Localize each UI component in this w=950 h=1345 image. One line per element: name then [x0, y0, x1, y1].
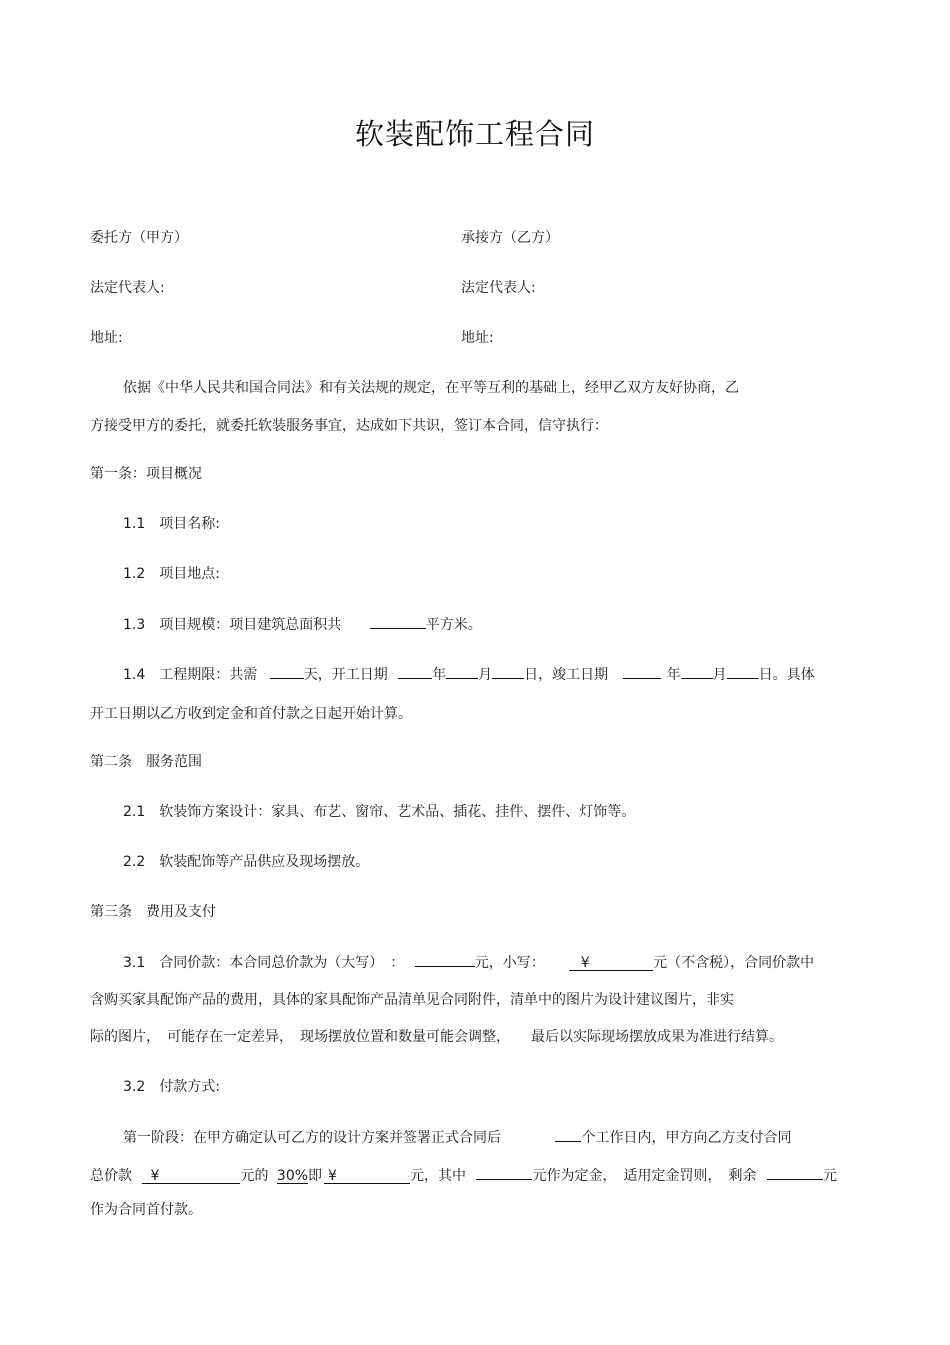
clause-3-1-text-3: 元（不含税），合同价款中 — [653, 955, 815, 971]
first-payment-blank[interactable] — [324, 1168, 410, 1184]
clause-1-3 — [123, 613, 482, 634]
client-label: 委托方（甲方） — [90, 230, 188, 246]
yen-symbol-1: ¥ — [150, 1168, 160, 1184]
total-price-blank[interactable] — [142, 1168, 240, 1184]
clause-1-4-text-3: 年 — [432, 667, 447, 683]
clause-1-4-text-4: 月 — [478, 667, 493, 683]
yen-symbol-2: ¥ — [328, 1168, 337, 1184]
preamble-line-2: 方接受甲方的委托，就委托软装服务事宜，达成如下共识，签订本合同，信守执行： — [90, 418, 608, 434]
stage-1-text-6: 元，其中 — [410, 1168, 467, 1184]
clause-3-2: 3.2 付款方式: — [123, 1079, 220, 1095]
clause-2-1: 2.1 软装饰方案设计：家具、布艺、窗帘、艺术品、插花、挂件、摆件、灯饰等。 — [123, 804, 636, 820]
amount-words-blank[interactable] — [415, 951, 475, 967]
end-day-blank[interactable] — [727, 663, 759, 679]
clause-1-4-text-1: 1.4 工程期限：共需 — [123, 667, 258, 683]
percent-value: 30% — [276, 1168, 309, 1184]
clause-3-1-text-2: 元，小写： — [474, 955, 545, 971]
clause-1-2: 1.2 项目地点: — [123, 566, 220, 582]
clause-3-1 — [123, 951, 814, 972]
article-3-heading: 第三条 费用及支付 — [90, 904, 216, 920]
clause-1-3-unit: 平方米。 — [425, 617, 482, 633]
start-month-blank[interactable] — [446, 663, 478, 679]
clause-1-4-text-5: 日，竣工日期 — [524, 667, 609, 683]
clause-3-1-line-2: 含购买家具配饰产品的费用，具体的家具配饰产品清单见合同附件，清单中的图片为设计建议图片，非实 — [90, 992, 734, 1008]
addr-b-label: 地址: — [461, 330, 494, 346]
stage-1-line-3: 作为合同首付款。 — [90, 1202, 202, 1218]
remaining-blank[interactable] — [767, 1164, 823, 1180]
deposit-blank[interactable] — [476, 1164, 532, 1180]
yen-symbol: ¥ — [580, 955, 590, 971]
article-1-heading: 第一条：项目概况 — [90, 466, 202, 482]
stage-1-text-8: 元 — [822, 1168, 837, 1184]
stage-1-text-2: 个工作日内，甲方向乙方支付合同 — [581, 1130, 792, 1146]
clause-1-1: 1.1 项目名称: — [123, 516, 220, 532]
end-year-blank[interactable] — [623, 663, 661, 679]
start-day-blank[interactable] — [492, 663, 524, 679]
stage-1-line-1 — [123, 1126, 791, 1147]
clause-1-4-line-2: 开工日期以乙方收到定金和首付款之日起开始计算。 — [90, 706, 412, 722]
clause-1-3-text: 1.3 项目规模：项目建筑总面积共 — [123, 617, 342, 633]
stage-1-text-1: 第一阶段：在甲方确定认可乙方的设计方案并签署正式合同后 — [123, 1130, 501, 1146]
clause-3-1-text-1: 3.1 合同价款：本合同总价款为（大写） ： — [123, 955, 405, 971]
clause-2-2: 2.2 软装配饰等产品供应及现场摆放。 — [123, 854, 370, 870]
page-title: 软装配饰工程合同 — [354, 117, 595, 151]
clause-3-1-line-3: 际的图片， 可能存在一定差异， 现场摆放位置和数量可能会调整， 最后以实际现场摆放成果为准进行结算。 — [90, 1029, 783, 1045]
clause-1-4-text-6: 年 — [666, 667, 681, 683]
preamble-line-1: 依据《中华人民共和国合同法》和有关法规的规定，在平等互利的基础上，经甲乙双方友好协商，乙 — [123, 380, 739, 396]
stage-1-text-4: 元的 — [240, 1168, 269, 1184]
clause-1-4-text-8: 日。具体 — [758, 667, 815, 683]
rep-b-label: 法定代表人: — [461, 280, 536, 296]
amount-figure-blank[interactable] — [569, 955, 653, 971]
stage-1-text-3: 总价款 — [90, 1168, 132, 1184]
rep-a-label: 法定代表人: — [90, 280, 165, 296]
stage-1-line-2 — [90, 1164, 837, 1185]
addr-a-label: 地址: — [90, 330, 123, 346]
end-month-blank[interactable] — [681, 663, 713, 679]
clause-1-4-text-7: 月 — [712, 667, 727, 683]
clause-1-4-text-2: 天，开工日期 — [303, 667, 388, 683]
clause-1-4 — [123, 663, 815, 684]
area-blank[interactable] — [370, 613, 426, 629]
stage-1-text-7: 元作为定金， 适用定金罚则， 剩余 — [532, 1168, 757, 1184]
days-blank[interactable] — [270, 663, 304, 679]
stage-1-text-5: 即 — [308, 1168, 323, 1184]
contractor-label: 承接方（乙方） — [461, 230, 559, 246]
start-year-blank[interactable] — [398, 663, 432, 679]
article-2-heading: 第二条 服务范围 — [90, 754, 202, 770]
workdays-blank[interactable] — [555, 1126, 581, 1142]
